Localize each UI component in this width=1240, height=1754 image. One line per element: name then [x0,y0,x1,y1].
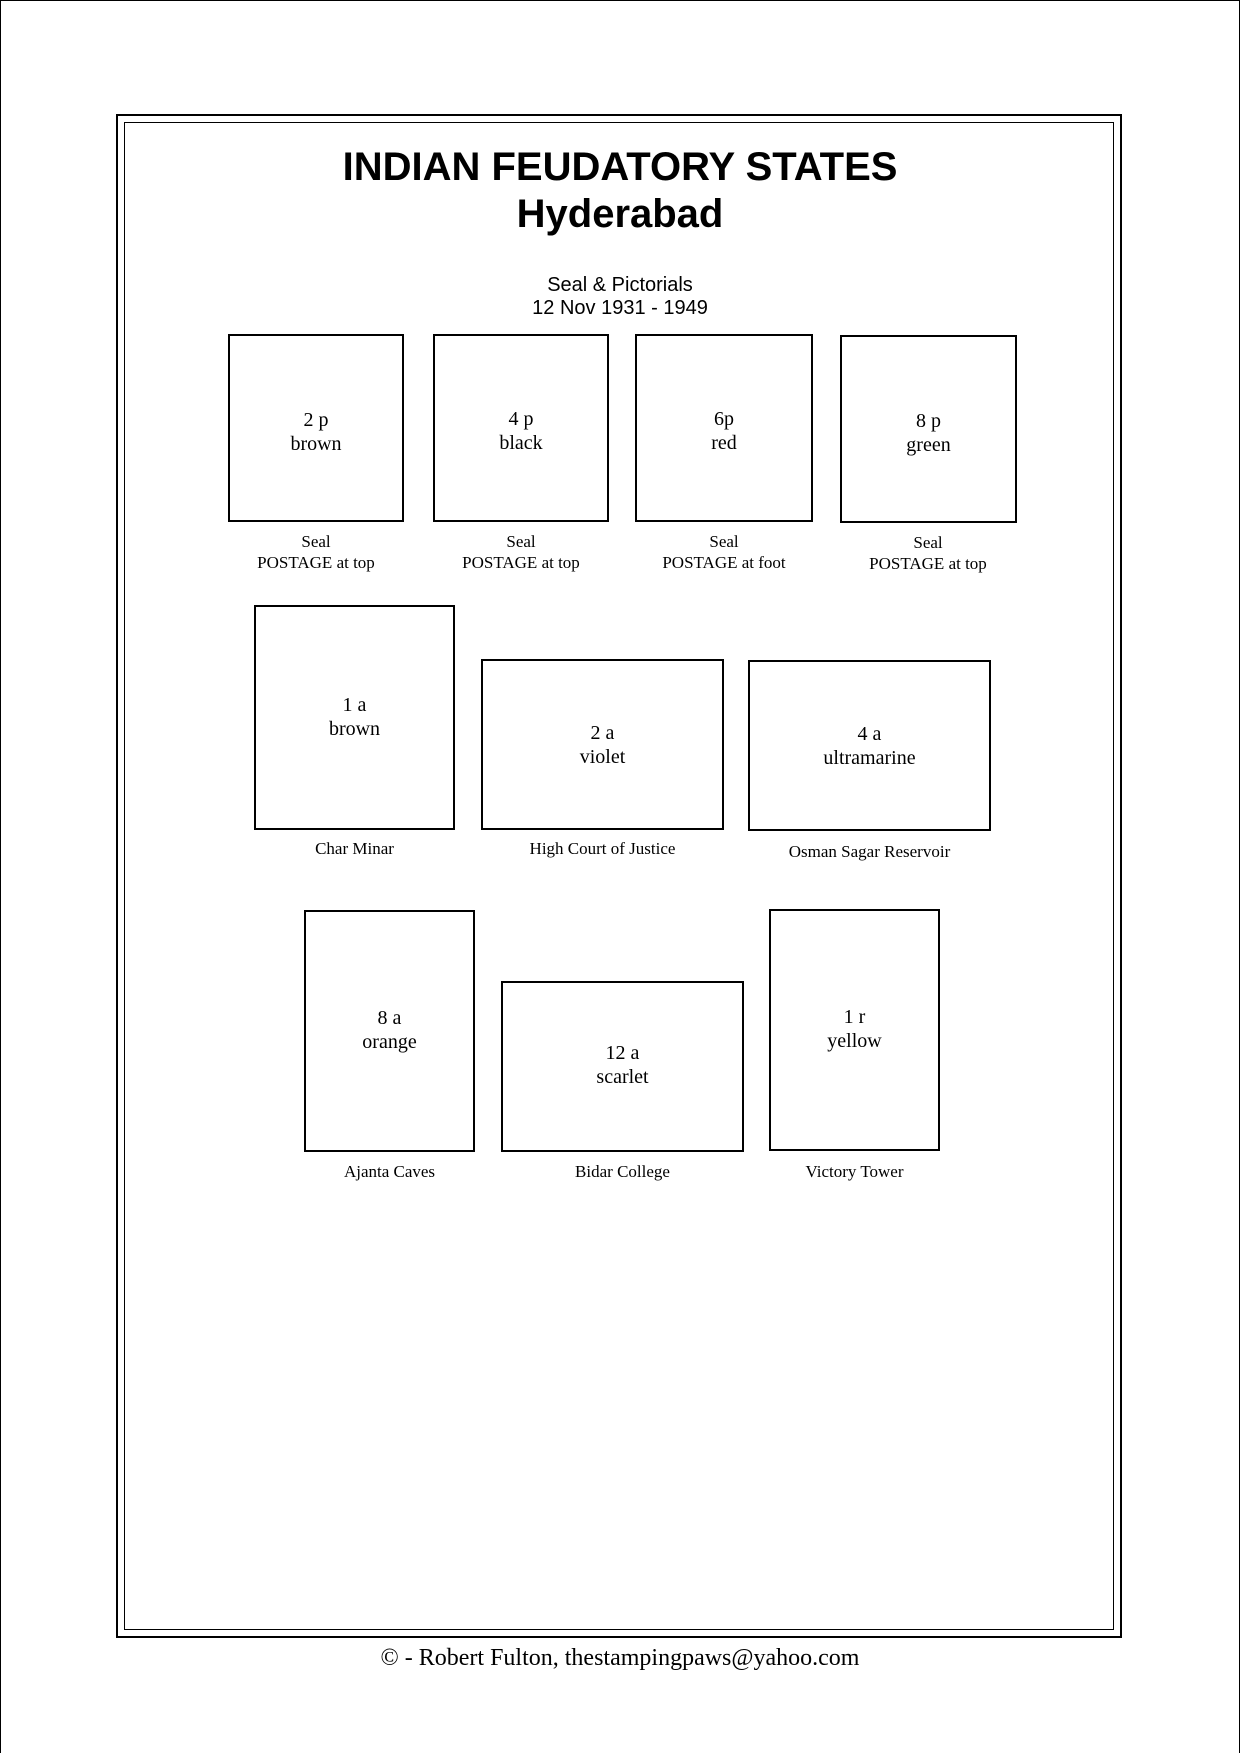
stamp-value: 1 r [843,1006,866,1028]
stamp-color: brown [290,433,342,455]
stamp-value: 12 a [605,1042,640,1064]
stamp-color: ultramarine [823,747,916,769]
stamp-space-6p [635,334,813,522]
stamp-caption: High Court of Justice [529,839,676,858]
stamp-color: green [906,434,951,456]
stamp-caption: Seal [301,532,331,551]
stamp-caption: POSTAGE at top [869,554,987,573]
stamp-space-1a [254,605,455,830]
stamp-caption: Char Minar [315,839,394,858]
stamp-caption: Bidar College [575,1162,670,1181]
stamp-value: 2 a [590,722,615,744]
stamp-space-8a [304,910,475,1152]
stamp-caption: POSTAGE at foot [662,553,786,572]
stamp-caption: POSTAGE at top [462,553,580,572]
stamp-caption: Seal [506,532,536,551]
stamp-color: red [711,432,737,454]
stamp-value: 4 p [508,408,534,430]
stamp-value: 4 a [857,723,882,745]
stamp-space-1r [769,909,940,1151]
page-title: INDIAN FEUDATORY STATES [342,145,898,189]
stamp-space-12a [501,981,744,1152]
copyright-footer: © - Robert Fulton, thestampingpaws@yahoo.com [380,1645,860,1671]
stamp-color: black [499,432,543,454]
stamp-value: 2 p [303,409,329,431]
stamp-caption: Osman Sagar Reservoir [788,842,951,861]
page-title-country: Hyderabad [516,192,724,236]
stamp-space-4a [748,660,991,831]
stamp-value: 1 a [342,694,367,716]
stamp-value: 6p [714,408,734,430]
stamp-value: 8 a [377,1007,402,1029]
stamp-caption: Seal [709,532,739,551]
stamp-caption: POSTAGE at top [257,553,375,572]
issue-name: Seal & Pictorials [547,274,693,296]
stamp-caption: Ajanta Caves [343,1162,436,1181]
stamp-space-4p [433,334,609,522]
stamp-color: yellow [827,1030,882,1052]
stamp-color: violet [579,746,626,768]
stamp-space-8p [840,335,1017,523]
issue-dates: 12 Nov 1931 - 1949 [532,297,708,319]
stamp-color: scarlet [596,1066,649,1088]
stamp-color: brown [328,718,381,740]
stamp-caption: Seal [913,533,943,552]
stamp-value: 8 p [916,410,941,432]
stamp-space-2p [228,334,404,522]
stamp-color: orange [362,1031,417,1053]
stamp-space-2a [481,659,724,830]
stamp-caption: Victory Tower [805,1162,904,1181]
